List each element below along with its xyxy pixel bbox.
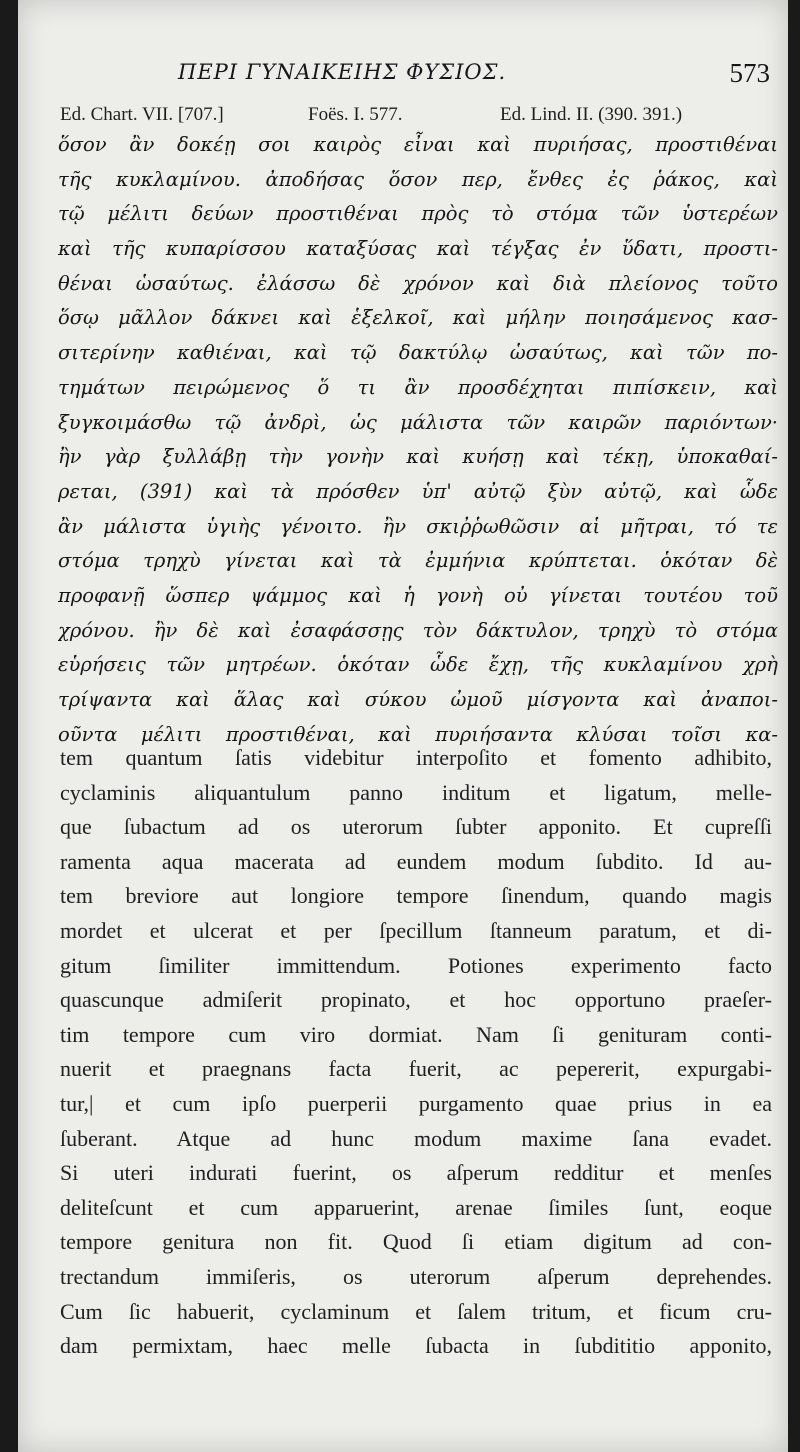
latin-line: ramenta aqua macerata ad eundem modum ſubdito. Id au- xyxy=(60,848,772,874)
greek-line: ρεται, (391) καὶ τὰ πρόσθεν ὑπ' αὐτῷ ξὺν αὐτῷ, καὶ ὧδε xyxy=(58,479,778,503)
latin-line: quascunque admiſerit propinato, et hoc opportuno praeſer- xyxy=(60,987,772,1013)
latin-translation-block xyxy=(60,741,772,1364)
greek-line: ὅσῳ μᾶλλον δάκνει καὶ ἑξελκοῖ, καὶ μήλην ποιησάμενος κασ- xyxy=(58,306,778,330)
latin-line: ſuberant. Atque ad hunc modum maxime ſana evadet. xyxy=(60,1125,772,1151)
greek-line: τῷ μέλιτι δεύων προστιθέναι πρὸς τὸ στόμα τῶν ὑστερέων xyxy=(58,202,778,226)
edition-references xyxy=(60,104,780,130)
greek-line: καὶ τῆς κυπαρίσσου καταξύσας καὶ τέγξας ἐν ὕδατι, προστι- xyxy=(58,237,778,261)
page-header xyxy=(18,50,788,100)
greek-line: προφανῇ ὥσπερ ψάμμος καὶ ἡ γονὴ οὐ γίνεται τουτέου τοῦ xyxy=(58,583,778,607)
greek-line: τημάτων πειρώμενος ὅ τι ἂν προσδέχηται πιπίσκειν, καὶ xyxy=(58,375,778,399)
latin-line: cyclaminis aliquantulum panno inditum et ligatum, melle- xyxy=(60,779,772,805)
latin-line: tim tempore cum viro dormiat. Nam ſi genituram conti- xyxy=(60,1021,772,1047)
book-page xyxy=(18,0,788,1452)
greek-line: ὅσον ἂν δοκέῃ σοι καιρὸς εἶναι καὶ πυριήσας, προστιθέναι xyxy=(58,133,778,156)
greek-line: ξυγκοιμάσθω τῷ ἀνδρὶ, ὡς μάλιστα τῶν καιρῶν παριόντων· xyxy=(58,410,778,434)
latin-line: Si uteri indurati fuerint, os aſperum redditur et menſes xyxy=(60,1160,772,1186)
greek-line: τῆς κυκλαμίνου. ἀποδήσας ὅσον περ, ἔνθες ἐς ῥάκος, καὶ xyxy=(58,167,778,191)
latin-line: Cum ſic habuerit, cyclaminum et ſalem tritum, et ficum cru- xyxy=(60,1298,772,1324)
running-title: ΠΕΡΙ ΓΥΝΑΙΚΕΙΗΣ ΦΥΣΙΟΣ. xyxy=(178,60,507,84)
edition-ref-chart: Ed. Chart. VII. [707.] xyxy=(60,104,224,125)
greek-line: τρίψαντα καὶ ἅλας καὶ σύκου ὠμοῦ μίσγοντα καὶ ἀναποι- xyxy=(58,688,778,711)
edition-ref-foes: Foës. I. 577. xyxy=(308,104,403,125)
latin-line: mordet et ulcerat et per ſpecillum ſtanneum paratum, et di- xyxy=(60,917,772,943)
latin-line: tempore genitura non fit. Quod ſi etiam digitum ad con- xyxy=(60,1229,772,1255)
greek-line: ἂν μάλιστα ὑγιὴς γένοιτο. ἢν σκιῤῥωθῶσιν αἱ μῆτραι, τό τε xyxy=(58,514,778,538)
greek-line: χρόνου. ἢν δὲ καὶ ἐσαφάσσῃς τὸν δάκτυλον, τρηχὺ τὸ στόμα xyxy=(58,618,778,642)
greek-line: οῦντα μέλιτι προστιθέναι, καὶ πυριήσαντα κλύσαι τοῖσι κα- xyxy=(58,722,778,746)
latin-line: trectandum immiſeris, os uterorum aſperum deprehendes. xyxy=(60,1263,772,1289)
page-number: 573 xyxy=(729,58,770,88)
latin-line: gitum ſimiliter immittendum. Potiones experimento facto xyxy=(60,952,772,978)
latin-line: deliteſcunt et cum apparuerint, arenae ſimiles ſunt, eoque xyxy=(60,1194,772,1220)
latin-line: tem quantum ſatis videbitur interpoſito et fomento adhibito, xyxy=(60,745,772,770)
latin-line: tur,| et cum ipſo puerperii purgamento quae prius in ea xyxy=(60,1090,772,1116)
greek-line: σιτερίνην καθιέναι, καὶ τῷ δακτύλῳ ὡσαύτως, καὶ τῶν πο- xyxy=(58,341,778,365)
latin-line: tem breviore aut longiore tempore ſinendum, quando magis xyxy=(60,883,772,909)
greek-line: ἢν γὰρ ξυλλάβῃ τὴν γονὴν καὶ κυήσῃ καὶ τέκῃ, ὑποκαθαί- xyxy=(58,445,778,469)
latin-line: dam permixtam, haec melle ſubacta in ſubdititio apponito, xyxy=(60,1333,772,1359)
greek-line: στόμα τρηχὺ γίνεται καὶ τὰ ἐμμήνια κρύπτεται. ὁκόταν δὲ xyxy=(58,549,778,573)
greek-line: θέναι ὡσαύτως. ἐλάσσω δὲ χρόνον καὶ διὰ πλείονος τοῦτο xyxy=(58,271,778,295)
greek-text-block xyxy=(58,128,778,752)
edition-ref-lind: Ed. Lind. II. (390. 391.) xyxy=(500,104,683,125)
latin-line: nuerit et praegnans facta fuerit, ac pepererit, expurgabi- xyxy=(60,1056,772,1082)
latin-line: que ſubactum ad os uterorum ſubter apponito. Et cupreſſi xyxy=(60,814,772,840)
greek-line: εὑρήσεις τῶν μητρέων. ὁκόταν ὧδε ἔχῃ, τῆς κυκλαμίνου χρὴ xyxy=(58,653,778,677)
